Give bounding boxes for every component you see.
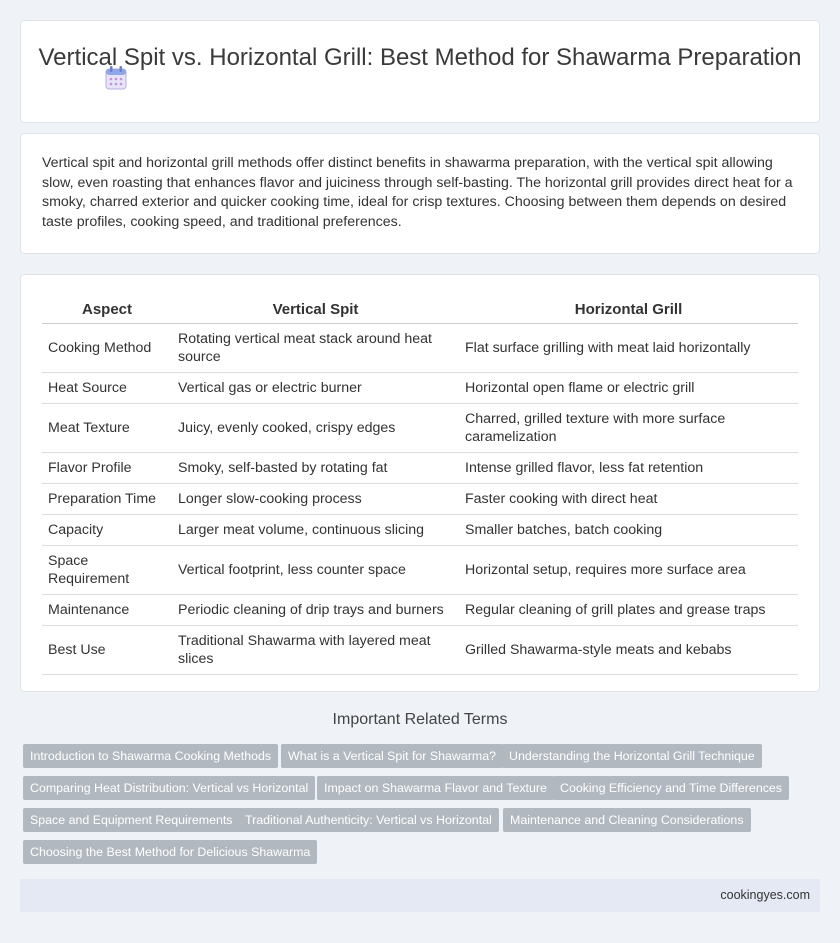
footer <box>20 879 820 912</box>
cell-vertical-spit: Vertical footprint, less counter space <box>172 546 459 595</box>
cell-aspect: Cooking Method <box>42 324 172 373</box>
table-row <box>42 546 798 595</box>
cell-aspect: Flavor Profile <box>42 453 172 484</box>
cell-aspect: Heat Source <box>42 373 172 404</box>
cell-horizontal-grill: Intense grilled flavor, less fat retention <box>459 453 798 484</box>
cell-horizontal-grill: Regular cleaning of grill plates and grease traps <box>459 595 798 626</box>
cell-horizontal-grill: Horizontal open flame or electric grill <box>459 373 798 404</box>
cell-aspect: Space Requirement <box>42 546 172 595</box>
cell-aspect: Capacity <box>42 515 172 546</box>
cell-aspect: Preparation Time <box>42 484 172 515</box>
table-row <box>42 324 798 373</box>
cell-horizontal-grill: Faster cooking with direct heat <box>459 484 798 515</box>
cell-vertical-spit: Traditional Shawarma with layered meat slices <box>172 626 459 675</box>
comparison-card <box>20 274 820 692</box>
cell-aspect: Best Use <box>42 626 172 675</box>
table-row <box>42 404 798 453</box>
header-aspect: Aspect <box>42 295 172 324</box>
table-row <box>42 373 798 404</box>
cell-horizontal-grill: Smaller batches, batch cooking <box>459 515 798 546</box>
related-term-tag[interactable]: Understanding the Horizontal Grill Technique <box>502 744 762 768</box>
related-term-tag[interactable]: Traditional Authenticity: Vertical vs Horizontal <box>238 808 499 832</box>
footer-site[interactable]: cookingyes.com <box>720 888 810 902</box>
related-term-tag[interactable]: Comparing Heat Distribution: Vertical vs Horizontal <box>23 776 315 800</box>
table-row <box>42 626 798 675</box>
cell-horizontal-grill: Flat surface grilling with meat laid horizontally <box>459 324 798 373</box>
cell-vertical-spit: Rotating vertical meat stack around heat source <box>172 324 459 373</box>
cell-vertical-spit: Larger meat volume, continuous slicing <box>172 515 459 546</box>
header-horizontal-grill: Horizontal Grill <box>459 295 798 324</box>
related-term-tag[interactable]: Cooking Efficiency and Time Differences <box>553 776 789 800</box>
table-row <box>42 453 798 484</box>
cell-vertical-spit: Vertical gas or electric burner <box>172 373 459 404</box>
cell-vertical-spit: Juicy, evenly cooked, crispy edges <box>172 404 459 453</box>
related-term-tag[interactable]: Impact on Shawarma Flavor and Texture <box>317 776 554 800</box>
header-vertical-spit: Vertical Spit <box>172 295 459 324</box>
table-header-row <box>42 295 798 324</box>
title-card <box>20 20 820 123</box>
cell-aspect: Meat Texture <box>42 404 172 453</box>
table-row <box>42 515 798 546</box>
comparison-table <box>42 295 798 675</box>
cell-vertical-spit: Longer slow-cooking process <box>172 484 459 515</box>
related-term-tag[interactable]: Choosing the Best Method for Delicious Shawarma <box>23 840 317 864</box>
intro-card <box>20 133 820 254</box>
related-term-tag[interactable]: Introduction to Shawarma Cooking Methods <box>23 744 278 768</box>
cell-horizontal-grill: Grilled Shawarma-style meats and kebabs <box>459 626 798 675</box>
cell-horizontal-grill: Horizontal setup, requires more surface area <box>459 546 798 595</box>
cell-horizontal-grill: Charred, grilled texture with more surface caramelization <box>459 404 798 453</box>
related-term-tag[interactable]: Space and Equipment Requirements <box>23 808 240 832</box>
table-row <box>42 595 798 626</box>
cell-vertical-spit: Smoky, self-basted by rotating fat <box>172 453 459 484</box>
cell-vertical-spit: Periodic cleaning of drip trays and burners <box>172 595 459 626</box>
related-term-tag[interactable]: Maintenance and Cleaning Considerations <box>503 808 751 832</box>
page-title: Vertical Spit vs. Horizontal Grill: Best Method for Shawarma Preparation <box>38 44 802 71</box>
related-term-tag[interactable]: What is a Vertical Spit for Shawarma? <box>281 744 503 768</box>
table-row <box>42 484 798 515</box>
cell-aspect: Maintenance <box>42 595 172 626</box>
intro-paragraph: Vertical spit and horizontal grill methods offer distinct benefits in shawarma preparation, with the vertical spit allowing slow, even roasting that enhances flavor and juiciness through self-basting. The horizontal grill provides direct heat for a smoky, charred exterior and quicker cooking time, ideal for crisp textures. Choosing between them depends on desired taste profiles, cooking speed, and traditional preferences. <box>42 155 793 230</box>
related-terms-title: Important Related Terms <box>332 711 508 728</box>
